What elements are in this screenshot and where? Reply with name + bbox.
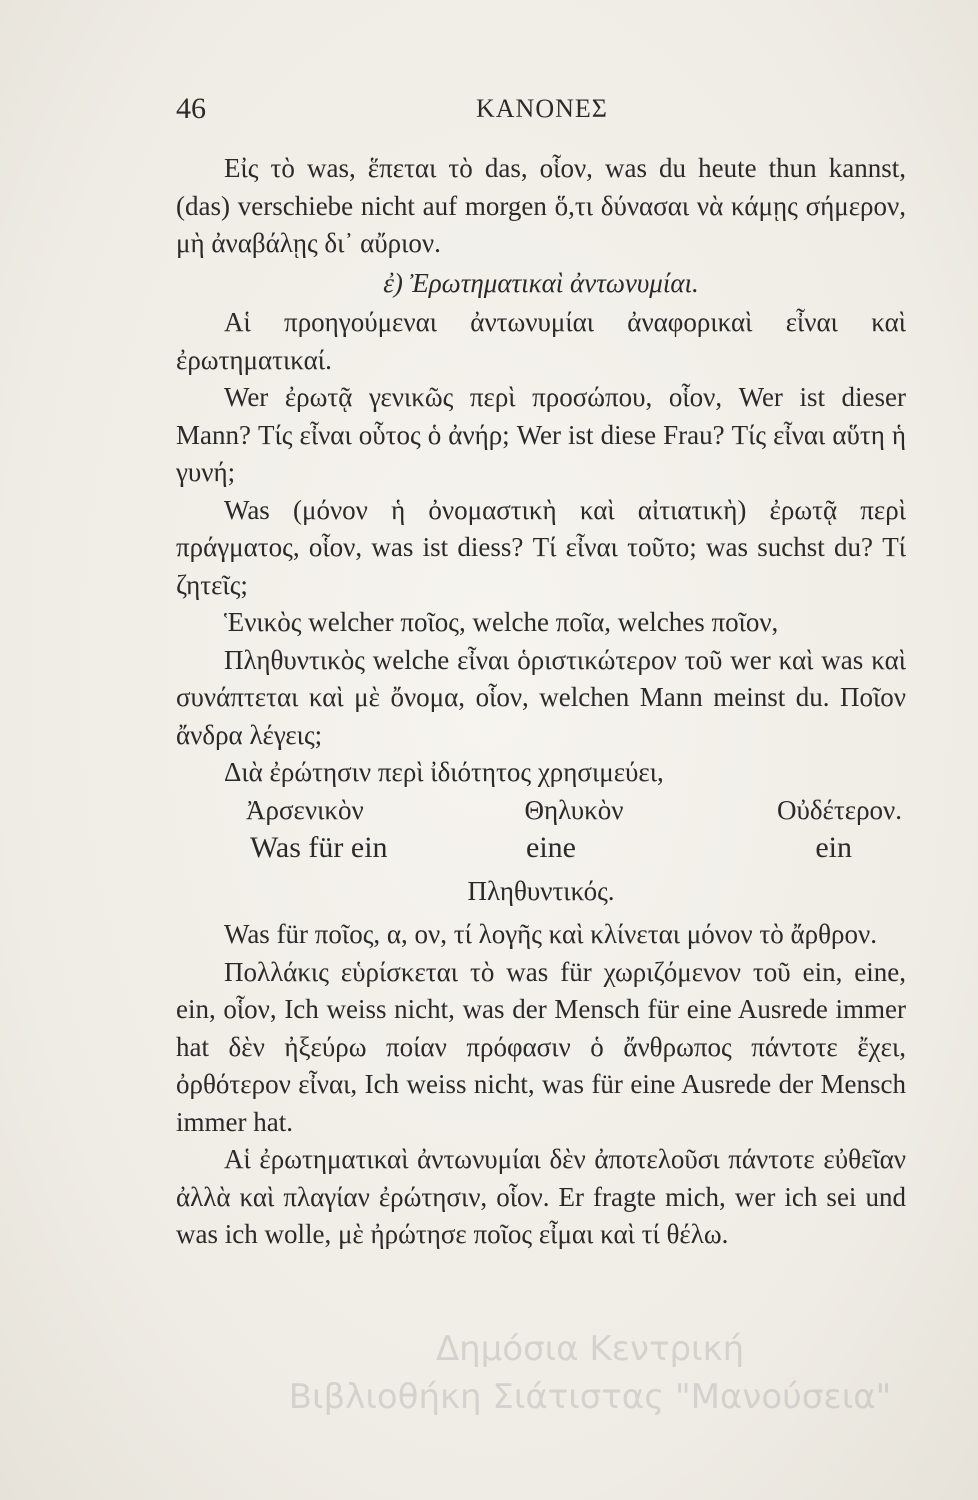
gender-neuter: Οὐδέτερον. <box>776 794 902 825</box>
paragraph-5: Ἑνικὸς welcher ποῖος, welche ποῖα, welches ποῖον, <box>224 607 779 637</box>
plural-label: Πληθυντικός. <box>467 875 615 906</box>
page-header <box>176 92 906 132</box>
paragraph-7: Διὰ ἐρώτησιν περὶ ἰδιότητος χρησιμεύει, <box>224 757 664 787</box>
page-number: 46 <box>176 92 206 125</box>
paragraph-2: Αἱ προηγούμεναι ἀντωνυμίαι ἀναφορικαὶ εἶναι καὶ ἐρωτηματικαί. <box>176 307 906 375</box>
paragraph-4: Was (μόνον ἡ ὀνομαστικὴ καὶ αἰτιατικὴ) ἐρωτᾷ περὶ πράγματος, οἷον, was ist diess? Τί εἶναι τοῦτο; was suchst du? Τί ζητεῖς; <box>176 494 906 600</box>
paragraph-6: Πληθυντικὸς welche εἶναι ὁριστικώτερον τοῦ wer καὶ was καὶ συνάπτεται καὶ μὲ ὄνομα, οἷον, welchen Mann meinst du. Ποῖον ἄνδρα λέγεις; <box>176 644 906 750</box>
page-body <box>176 150 906 1254</box>
running-title: ΚΑΝΟΝΕΣ <box>476 94 608 123</box>
paragraph-9: Πολλάκις εὑρίσκεται τὸ was für χωριζόμενον τοῦ ein, eine, ein, οἷον, Ich weiss nicht, was der Mensch für eine Ausrede immer hat δὲν ἠξεύρω ποίαν πρόφασιν ὁ ἄνθρωπος πάντοτε ἔχει, ὀρθότερον εἶναι, Ich weiss nicht, was für eine Ausrede der Mensch immer hat. <box>176 956 906 1137</box>
watermark-line-2: Βιβλιοθήκη Σιάτιστας "Μανούσεια" <box>288 1377 892 1417</box>
paragraph-10: Αἱ ἐρωτηματικαὶ ἀντωνυμίαι δὲν ἀποτελοῦσι πάντοτε εὐθεῖαν ἀλλὰ καὶ πλαγίαν ἐρώτησιν, οἷον. Er fragte mich, wer ich sei und was ich wolle, μὲ ἠρώτησε ποῖος εἶμαι καὶ τί θέλω. <box>176 1144 906 1249</box>
form-feminine: eine <box>526 831 576 864</box>
gender-masculine: Ἀρσενικὸν <box>246 794 364 825</box>
form-row <box>176 829 906 867</box>
paragraph-1: Εἰς τὸ was, ἕπεται τὸ das, οἷον, was du heute thun kannst, (das) verschiebe nicht auf morgen ὅ,τι δύνασαι νὰ κάμῃς σήμερον, μὴ ἀναβάλῃς δι᾽ αὔριον. <box>176 153 906 258</box>
gender-header-row <box>176 792 906 830</box>
section-heading: ἐ) Ἐρωτηματικαὶ ἀντωνυμίαι. <box>383 267 699 298</box>
library-watermark <box>220 1325 960 1421</box>
form-masculine: Was für ein <box>250 831 388 864</box>
paragraph-3: Wer ἐρωτᾷ γενικῶς περὶ προσώπου, οἷον, Wer ist dieser Mann? Τίς εἶναι οὗτος ὁ ἀνήρ; Wer ist diese Frau? Τίς εἶναι αὕτη ἡ γυνή; <box>176 382 906 487</box>
watermark-line-1: Δημόσια Κεντρική <box>435 1329 745 1369</box>
form-neuter: ein <box>815 831 853 864</box>
gender-feminine: Θηλυκὸν <box>524 794 624 825</box>
paragraph-8: Was für ποῖος, α, ον, τί λογῆς καὶ κλίνεται μόνον τὸ ἄρθρον. <box>224 919 877 949</box>
